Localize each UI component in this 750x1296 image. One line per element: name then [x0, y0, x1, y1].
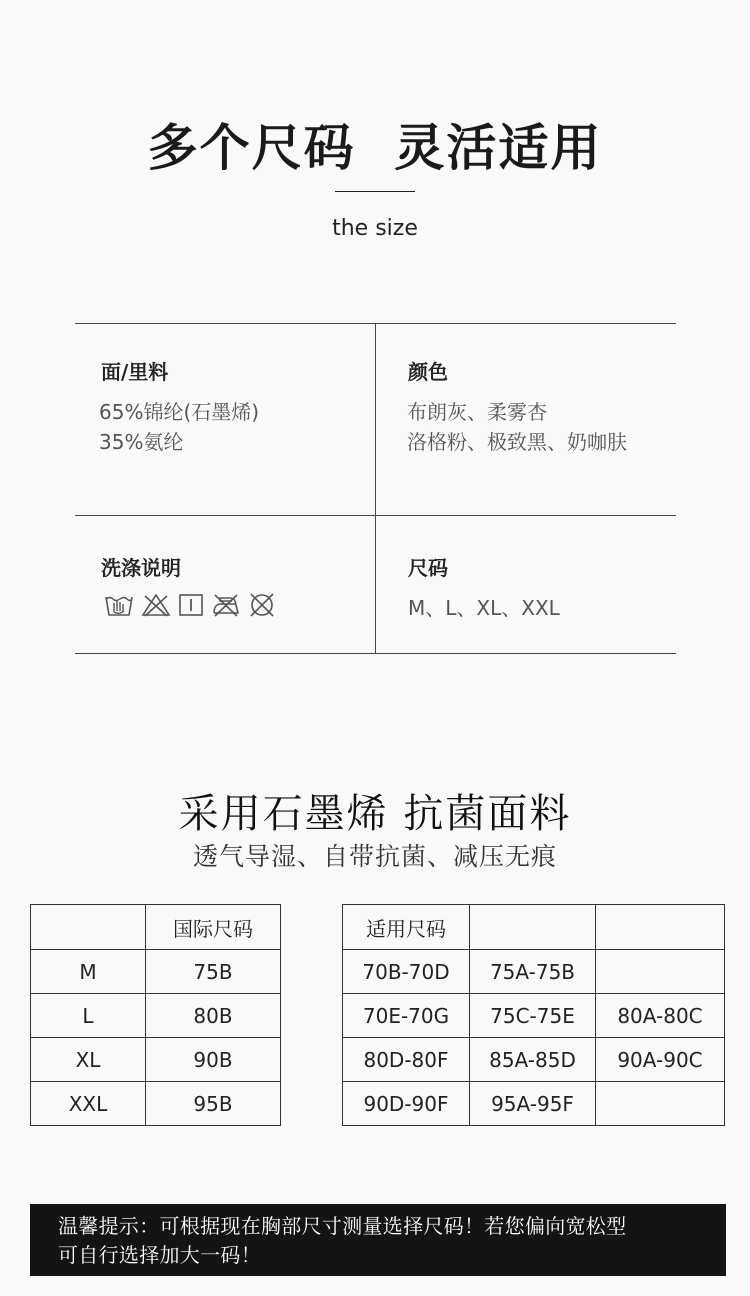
fit-size-cell: 85A-85D: [470, 1038, 596, 1082]
fabric-value: [99, 397, 259, 457]
fit-size-cell: 80D-80F: [343, 1038, 470, 1082]
table-header-cell: [596, 905, 725, 950]
size-cell: L: [31, 994, 146, 1038]
feature-tagline: 透气导湿、自带抗菌、减压无痕: [192, 842, 557, 871]
fit-size-cell: 90D-90F: [343, 1082, 470, 1126]
color-line-2: 洛格粉、极致黑、奶咖肤: [407, 430, 627, 454]
table-row: [31, 1038, 281, 1082]
fit-size-table: [342, 904, 725, 1126]
do-not-dry-clean-icon: [248, 592, 276, 618]
color-label: 颜色: [408, 360, 448, 384]
table-header-row: [31, 905, 281, 950]
table-row: [31, 1082, 281, 1126]
color-line-1: 布朗灰、柔雾杏: [407, 400, 547, 424]
table-header-row: [343, 905, 725, 950]
feature-headline: 采用石墨烯 抗菌面料: [178, 791, 572, 837]
table-header-cell: 国际尺码: [146, 905, 281, 950]
table-row: [31, 994, 281, 1038]
fabric-label: 面/里料: [101, 360, 169, 384]
fit-size-cell: 75C-75E: [470, 994, 596, 1038]
spec-grid-column-rule: [375, 323, 376, 654]
do-not-iron-icon: [211, 592, 241, 618]
size-label: 尺码: [408, 556, 448, 580]
fit-size-cell: 90A-90C: [596, 1038, 725, 1082]
fabric-line-2: 35%氨纶: [99, 430, 184, 454]
intl-size-cell: 80B: [146, 994, 281, 1038]
international-size-table: [30, 904, 281, 1126]
size-cell: XL: [31, 1038, 146, 1082]
intl-size-cell: 90B: [146, 1038, 281, 1082]
care-label: 洗涤说明: [101, 556, 181, 580]
table-header-cell: [31, 905, 146, 950]
sizing-notice-banner: [30, 1204, 726, 1276]
notice-line-2: 可自行选择加大一码！: [58, 1243, 261, 1267]
color-value: [407, 397, 627, 457]
fabric-line-1: 65%锦纶(石墨烯): [99, 400, 260, 424]
table-row: [343, 994, 725, 1038]
fit-size-cell: [596, 1082, 725, 1126]
table-row: [343, 1038, 725, 1082]
do-not-bleach-icon: [141, 592, 171, 618]
fit-size-cell: 70B-70D: [343, 950, 470, 994]
page-title: 多个尺码 灵活适用: [147, 119, 603, 177]
fit-size-cell: 75A-75B: [470, 950, 596, 994]
notice-line-1: 温馨提示：可根据现在胸部尺寸测量选择尺码！若您偏向宽松型: [58, 1214, 627, 1238]
size-value: M、L、XL、XXL: [408, 596, 560, 620]
table-header-cell: 适用尺码: [343, 905, 470, 950]
fit-size-cell: 70E-70G: [343, 994, 470, 1038]
intl-size-cell: 75B: [146, 950, 281, 994]
care-icons: [104, 592, 276, 618]
size-cell: M: [31, 950, 146, 994]
page-subtitle: the size: [332, 216, 418, 241]
title-divider: [335, 191, 415, 192]
size-cell: XXL: [31, 1082, 146, 1126]
hand-wash-icon: [104, 592, 134, 618]
fit-size-cell: 80A-80C: [596, 994, 725, 1038]
table-row: [343, 950, 725, 994]
table-row: [343, 1082, 725, 1126]
fit-size-cell: 95A-95F: [470, 1082, 596, 1126]
table-row: [31, 950, 281, 994]
line-dry-icon: [178, 592, 204, 618]
intl-size-cell: 95B: [146, 1082, 281, 1126]
fit-size-cell: [596, 950, 725, 994]
table-header-cell: [470, 905, 596, 950]
